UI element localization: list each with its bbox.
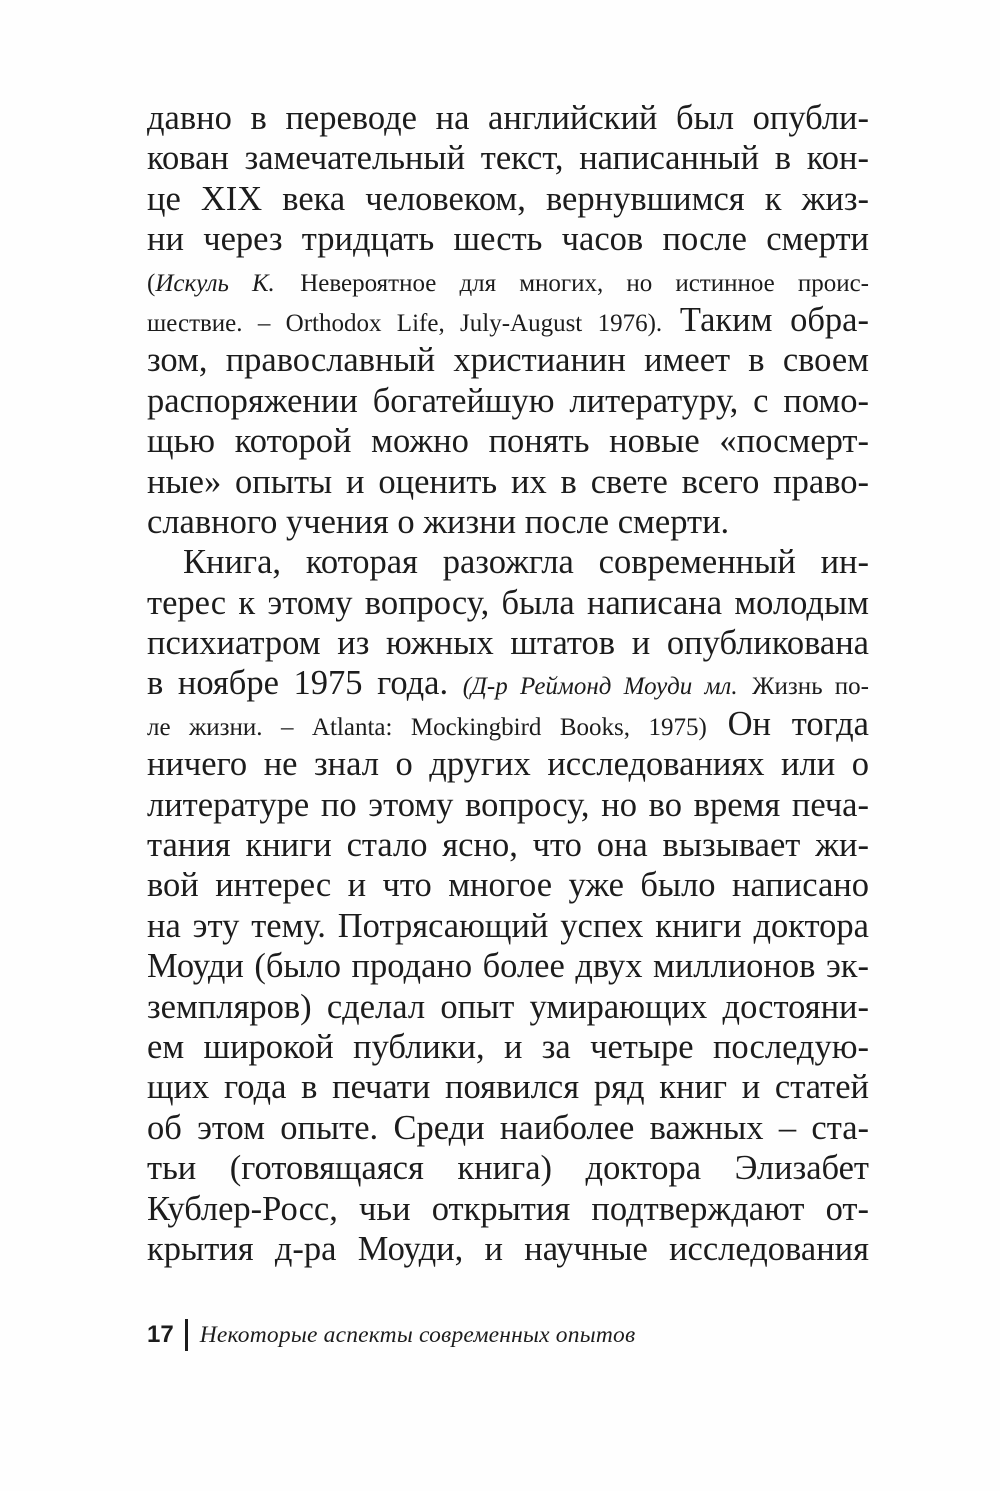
text-line: распоряжении богатейшую литературу, с помо-	[147, 381, 869, 420]
text-line: на эту тему. Потрясающий успех книги доктора	[147, 906, 869, 945]
text-line: ные» опыты и оценить их в свете всего право-	[147, 462, 869, 501]
page-number: 17	[147, 1321, 174, 1348]
citation-source: ле жизни. – Atlanta: Mockingbird Books, 1975)	[147, 713, 707, 741]
text-line: тания книги стало ясно, что она вызывает жи-	[147, 826, 869, 865]
text-line: це XIX века человеком, вернувшимся к жиз-	[147, 179, 869, 218]
text-line: об этом опыте. Среди наиболее важных – ста-	[147, 1108, 869, 1147]
text-run: Он тогда	[706, 704, 869, 743]
text-line: ни через тридцать шесть часов после смерти	[147, 220, 869, 259]
citation-line	[147, 260, 869, 300]
text-line: литературе по этому вопросу, но во время печа-	[147, 785, 869, 824]
citation-source: шествие. – Orthodox Life, July-August 1976).	[147, 309, 663, 337]
text-line: ничего не знал о других исследованиях или о	[147, 745, 869, 784]
citation-title: Невероятное для многих, но истинное проис-	[300, 269, 869, 297]
text-line: терес к этому вопросу, была написана молодым	[147, 583, 869, 622]
citation-title: Жизнь по-	[752, 673, 869, 701]
citation-author: (Д-р Реймонд Моуди мл.	[462, 673, 738, 701]
body-text	[147, 98, 869, 1269]
text-line: крытия д-ра Моуди, и научные исследования	[147, 1229, 869, 1268]
text-line: давно в переводе на английский был опубли-	[147, 99, 869, 137]
page-footer	[147, 1313, 635, 1357]
text-line: Моуди (было продано более двух миллионов эк-	[147, 947, 869, 986]
text-line: вой интерес и что многое уже было написано	[147, 866, 869, 905]
text-line: кован замечательный текст, написанный в кон-	[147, 139, 869, 178]
citation-line	[147, 663, 869, 703]
text-line: зом, православный христианин имеет в своем	[147, 341, 869, 380]
text-line: щих года в печати появился ряд книг и статей	[147, 1068, 869, 1107]
text-line: тьи (готовящаяся книга) доктора Элизабет	[147, 1149, 869, 1188]
text-run: Таким обра-	[662, 300, 869, 339]
text-run: в ноябре 1975 года.	[147, 664, 449, 703]
citation-author: Иcкуль К.	[155, 269, 275, 297]
paragraph-start-line: Книга, которая разожгла современный ин-	[183, 543, 869, 582]
text-line: ем широкой публики, и за четыре последую-	[147, 1027, 869, 1066]
citation-line	[147, 300, 869, 340]
text-line: земпляров) сделал опыт умирающих достояни-	[147, 987, 869, 1026]
running-title: Некоторые аспекты современных опытов	[199, 1321, 636, 1348]
text-line: Кублер-Росс, чьи открытия подтверждают от-	[147, 1189, 869, 1228]
text-line: психиатром из южных штатов и опубликована	[147, 624, 869, 663]
citation-line	[147, 704, 869, 744]
text-line: щью которой можно понять новые «посмерт-	[147, 422, 869, 461]
paragraph-end-line: славного учения о жизни после смерти.	[147, 502, 730, 541]
citation-open: (	[147, 269, 156, 297]
footer-divider	[185, 1319, 188, 1351]
